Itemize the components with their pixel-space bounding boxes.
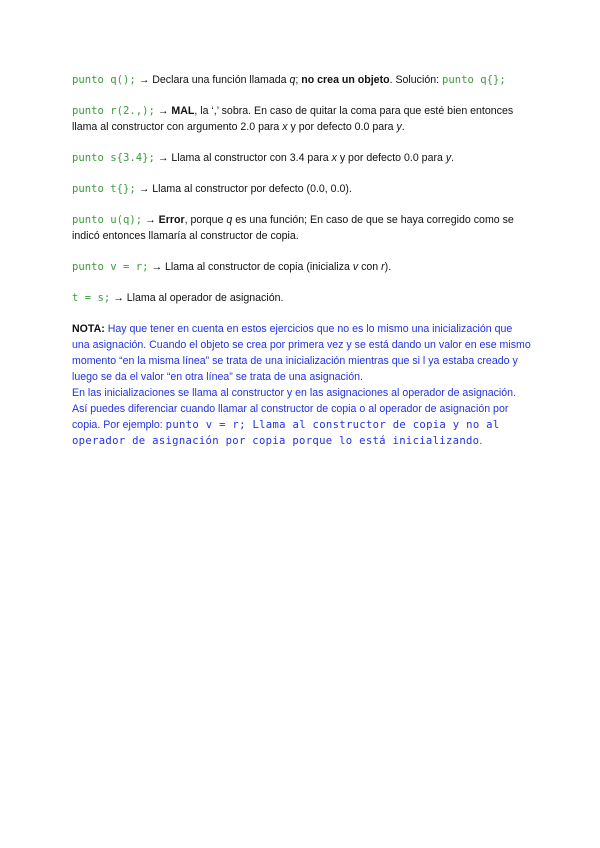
code-snippet: punto s{3.4}; [72, 152, 155, 164]
text: y por defecto 0.0 para [336, 152, 446, 164]
text: y por defecto 0.0 para [287, 121, 397, 133]
item-r [72, 103, 532, 135]
note-block [72, 321, 532, 449]
text: Llama al constructor de copia (inicializa [165, 261, 353, 273]
code-snippet: punto q{}; [442, 74, 506, 86]
italic-text: y [396, 121, 402, 133]
code-snippet: punto v = r; Llama al constructor de copia y no al operador de asignación por copia porque lo está inicializando [72, 419, 500, 447]
arrow: → [148, 261, 166, 273]
code-snippet: punto q(); [72, 74, 136, 86]
item-assign [72, 290, 532, 306]
arrow: → [142, 214, 159, 226]
text: . Solución: [389, 74, 442, 86]
italic-text: q [226, 214, 233, 226]
arrow: → [135, 183, 153, 195]
bold-text: MAL [171, 105, 195, 117]
arrow: → [110, 292, 127, 304]
text: ). [384, 261, 392, 273]
item-s [72, 150, 532, 166]
code-snippet: punto u(q); [72, 214, 143, 226]
italic-text: q [289, 74, 296, 86]
code-snippet: punto t{}; [72, 183, 136, 195]
italic-text: r [381, 261, 385, 273]
code-snippet: punto r(2.,); [72, 105, 155, 117]
code-snippet: t = s; [72, 292, 111, 304]
text: , porque [184, 214, 227, 226]
text: con [358, 261, 382, 273]
text: , la ‘,’ sobra. En caso de quitar la coma para que esté bien entonces llama al constructor con argumento 2.0 para [72, 105, 514, 133]
arrow: → [154, 105, 172, 117]
text: . [451, 152, 455, 164]
italic-text: x [282, 121, 288, 133]
italic-text: v [352, 261, 359, 273]
text: Declara una función llamada [152, 74, 290, 86]
note-end: . [479, 435, 483, 447]
italic-text: x [331, 152, 337, 164]
italic-text: y [445, 152, 452, 164]
arrow: → [154, 152, 172, 164]
text: ; [295, 74, 302, 86]
note-label: NOTA: [72, 323, 105, 335]
text: . [401, 121, 405, 133]
item-u [72, 212, 532, 244]
text: Llama al operador de asignación. [126, 292, 284, 304]
text: Llama al constructor con 3.4 para [171, 152, 332, 164]
item-q [72, 72, 532, 88]
bold-text: Error [158, 214, 185, 226]
arrow: → [135, 74, 153, 86]
text: es una función; En caso de que se haya corregido como se indicó entonces llamaría al constructor de copia. [72, 214, 514, 242]
text: Llama al constructor por defecto (0.0, 0.0). [152, 183, 352, 195]
code-snippet: punto v = r; [72, 261, 149, 273]
note-text: En las inicializaciones se llama al constructor y en las asignaciones al operador de asignación. Así puedes diferenciar cuando llamar al constructor de copia o al operador de asignación por copia. Por ejemplo: [72, 387, 517, 431]
item-v [72, 259, 532, 275]
item-t [72, 181, 532, 197]
note-text: Hay que tener en cuenta en estos ejercicios que no es lo mismo una inicialización que una asignación. Cuando el objeto se crea por primera vez y se está dando un valor en ese mismo momento “en la misma línea” se trata de una inicialización mientras que si l ya estaba creado y luego se da el valor “en otra línea” se trata de una asignación. [72, 323, 531, 383]
bold-text: no crea un objeto [301, 74, 390, 86]
